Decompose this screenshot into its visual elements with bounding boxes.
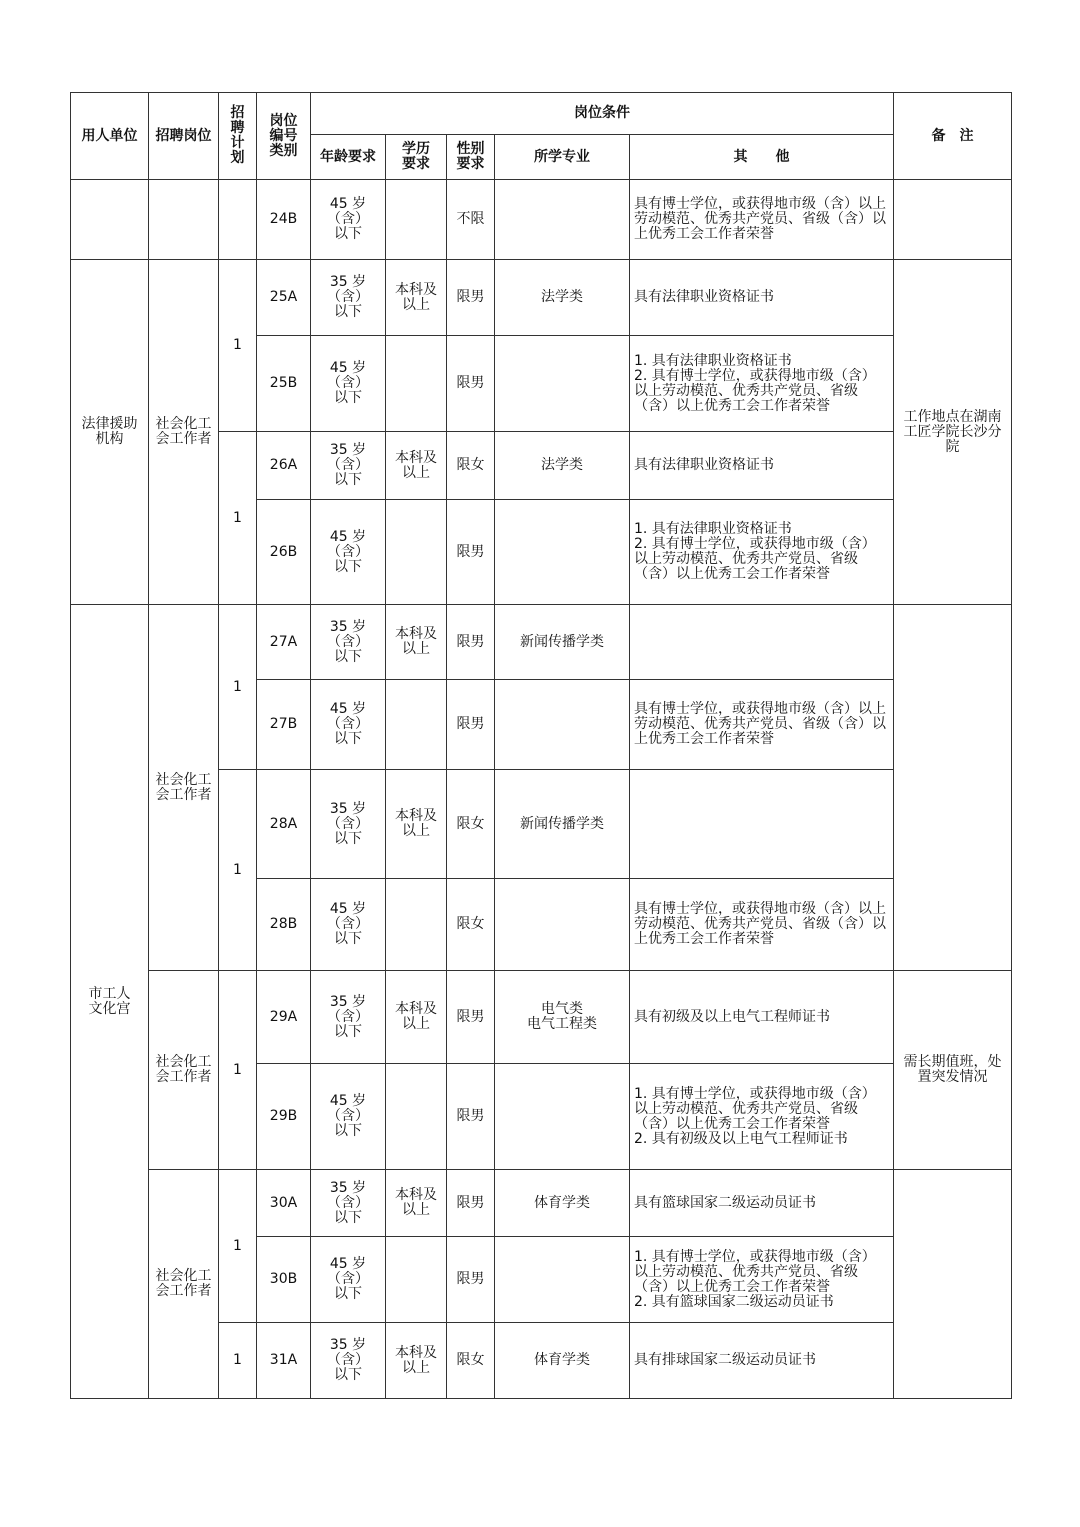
header-unit: 用人单位 — [71, 93, 149, 180]
major-cell: 法学类 — [495, 260, 630, 336]
plan-cell: 1 — [219, 432, 257, 605]
code-cell: 29A — [257, 971, 311, 1064]
header-remark: 备 注 — [894, 93, 1012, 180]
other-cell: 1. 具有法律职业资格证书 2. 具有博士学位，或获得地市级（含）以上劳动模范、优秀共产党员、省级（含）以上优秀工会工作者荣誉 — [630, 336, 894, 432]
major-cell — [495, 500, 630, 605]
major-cell — [495, 680, 630, 770]
position-cell: 社会化工 会工作者 — [149, 971, 219, 1170]
code-cell: 25B — [257, 336, 311, 432]
header-major: 所学专业 — [495, 135, 630, 180]
other-cell — [630, 770, 894, 879]
other-cell: 具有博士学位，或获得地市级（含）以上劳动模范、优秀共产党员、省级（含）以上优秀工会工作者荣誉 — [630, 680, 894, 770]
edu-cell: 本科及 以上 — [386, 1323, 447, 1399]
major-cell — [495, 1237, 630, 1323]
age-cell: 45 岁（含） 以下 — [311, 1237, 386, 1323]
edu-cell: 本科及 以上 — [386, 971, 447, 1064]
gender-cell: 限女 — [447, 879, 495, 971]
major-cell — [495, 180, 630, 260]
edu-cell: 本科及 以上 — [386, 432, 447, 500]
other-cell — [630, 605, 894, 680]
unit-cell — [71, 180, 149, 260]
other-cell: 具有法律职业资格证书 — [630, 260, 894, 336]
major-cell: 新闻传播学类 — [495, 605, 630, 680]
position-cell: 社会化工 会工作者 — [149, 605, 219, 971]
edu-cell — [386, 180, 447, 260]
major-cell — [495, 336, 630, 432]
gender-cell: 限男 — [447, 500, 495, 605]
header-conditions: 岗位条件 — [311, 93, 894, 135]
code-cell: 28A — [257, 770, 311, 879]
remark-cell — [894, 605, 1012, 971]
remark-cell: 需长期值班，处置突发情况 — [894, 971, 1012, 1170]
plan-cell: 1 — [219, 260, 257, 432]
major-cell — [495, 879, 630, 971]
other-cell: 1. 具有博士学位，或获得地市级（含）以上劳动模范、优秀共产党员、省级（含）以上优秀工会工作者荣誉 2. 具有篮球国家二级运动员证书 — [630, 1237, 894, 1323]
plan-cell — [219, 180, 257, 260]
code-cell: 25A — [257, 260, 311, 336]
edu-cell — [386, 336, 447, 432]
code-cell: 30A — [257, 1170, 311, 1237]
code-cell: 24B — [257, 180, 311, 260]
position-cell — [149, 180, 219, 260]
age-cell: 35 岁（含） 以下 — [311, 1323, 386, 1399]
plan-cell: 1 — [219, 1170, 257, 1323]
other-cell: 具有排球国家二级运动员证书 — [630, 1323, 894, 1399]
edu-cell — [386, 1237, 447, 1323]
code-cell: 27A — [257, 605, 311, 680]
gender-cell: 限男 — [447, 971, 495, 1064]
edu-cell: 本科及 以上 — [386, 260, 447, 336]
remark-cell — [894, 180, 1012, 260]
major-cell: 电气类 电气工程类 — [495, 971, 630, 1064]
other-cell: 具有篮球国家二级运动员证书 — [630, 1170, 894, 1237]
edu-cell — [386, 680, 447, 770]
code-cell: 28B — [257, 879, 311, 971]
edu-cell: 本科及 以上 — [386, 605, 447, 680]
gender-cell: 限男 — [447, 680, 495, 770]
age-cell: 35 岁（含） 以下 — [311, 605, 386, 680]
header-plan: 招 聘 计 划 — [219, 93, 257, 180]
gender-cell: 限男 — [447, 1237, 495, 1323]
major-cell: 法学类 — [495, 432, 630, 500]
header-age: 年龄要求 — [311, 135, 386, 180]
plan-cell: 1 — [219, 605, 257, 770]
age-cell: 45 岁（含） 以下 — [311, 1064, 386, 1170]
age-cell: 35 岁（含） 以下 — [311, 971, 386, 1064]
remark-cell — [894, 1170, 1012, 1399]
other-cell: 1. 具有博士学位，或获得地市级（含）以上劳动模范、优秀共产党员、省级（含）以上优秀工会工作者荣誉 2. 具有初级及以上电气工程师证书 — [630, 1064, 894, 1170]
header-code: 岗位 编号 类别 — [257, 93, 311, 180]
recruitment-table — [70, 92, 1012, 1399]
remark-cell: 工作地点在湖南工匠学院长沙分院 — [894, 260, 1012, 605]
edu-cell — [386, 1064, 447, 1170]
other-cell: 具有博士学位，或获得地市级（含）以上劳动模范、优秀共产党员、省级（含）以上优秀工会工作者荣誉 — [630, 879, 894, 971]
gender-cell: 限男 — [447, 1170, 495, 1237]
edu-cell — [386, 879, 447, 971]
age-cell: 45 岁（含） 以下 — [311, 500, 386, 605]
age-cell: 45 岁（含） 以下 — [311, 180, 386, 260]
header-position: 招聘岗位 — [149, 93, 219, 180]
gender-cell: 限男 — [447, 605, 495, 680]
plan-cell: 1 — [219, 770, 257, 971]
age-cell: 35 岁（含） 以下 — [311, 770, 386, 879]
age-cell: 35 岁（含） 以下 — [311, 260, 386, 336]
gender-cell: 限男 — [447, 1064, 495, 1170]
position-cell: 社会化工 会工作者 — [149, 1170, 219, 1399]
position-cell: 社会化工 会工作者 — [149, 260, 219, 605]
other-cell: 1. 具有法律职业资格证书 2. 具有博士学位，或获得地市级（含）以上劳动模范、优秀共产党员、省级（含）以上优秀工会工作者荣誉 — [630, 500, 894, 605]
table-row — [71, 1170, 1012, 1237]
age-cell: 45 岁（含） 以下 — [311, 680, 386, 770]
gender-cell: 限女 — [447, 432, 495, 500]
edu-cell: 本科及 以上 — [386, 770, 447, 879]
code-cell: 30B — [257, 1237, 311, 1323]
age-cell: 45 岁（含） 以下 — [311, 336, 386, 432]
age-cell: 35 岁（含） 以下 — [311, 432, 386, 500]
major-cell — [495, 1064, 630, 1170]
table-row — [71, 260, 1012, 336]
code-cell: 26A — [257, 432, 311, 500]
age-cell: 45 岁（含） 以下 — [311, 879, 386, 971]
gender-cell: 限男 — [447, 260, 495, 336]
unit-cell: 市工人 文化宫 — [71, 605, 149, 1399]
major-cell: 新闻传播学类 — [495, 770, 630, 879]
code-cell: 26B — [257, 500, 311, 605]
gender-cell: 不限 — [447, 180, 495, 260]
header-other: 其 他 — [630, 135, 894, 180]
header-gender: 性别 要求 — [447, 135, 495, 180]
other-cell: 具有初级及以上电气工程师证书 — [630, 971, 894, 1064]
header-edu: 学历 要求 — [386, 135, 447, 180]
plan-cell: 1 — [219, 1323, 257, 1399]
major-cell: 体育学类 — [495, 1170, 630, 1237]
other-cell: 具有法律职业资格证书 — [630, 432, 894, 500]
code-cell: 29B — [257, 1064, 311, 1170]
edu-cell — [386, 500, 447, 605]
table-row — [71, 180, 1012, 260]
major-cell: 体育学类 — [495, 1323, 630, 1399]
code-cell: 31A — [257, 1323, 311, 1399]
edu-cell: 本科及 以上 — [386, 1170, 447, 1237]
table-row — [71, 971, 1012, 1064]
gender-cell: 限女 — [447, 1323, 495, 1399]
table-row — [71, 605, 1012, 680]
other-cell: 具有博士学位，或获得地市级（含）以上劳动模范、优秀共产党员、省级（含）以上优秀工会工作者荣誉 — [630, 180, 894, 260]
gender-cell: 限男 — [447, 336, 495, 432]
age-cell: 35 岁（含） 以下 — [311, 1170, 386, 1237]
code-cell: 27B — [257, 680, 311, 770]
unit-cell: 法律援助 机构 — [71, 260, 149, 605]
plan-cell: 1 — [219, 971, 257, 1170]
gender-cell: 限女 — [447, 770, 495, 879]
